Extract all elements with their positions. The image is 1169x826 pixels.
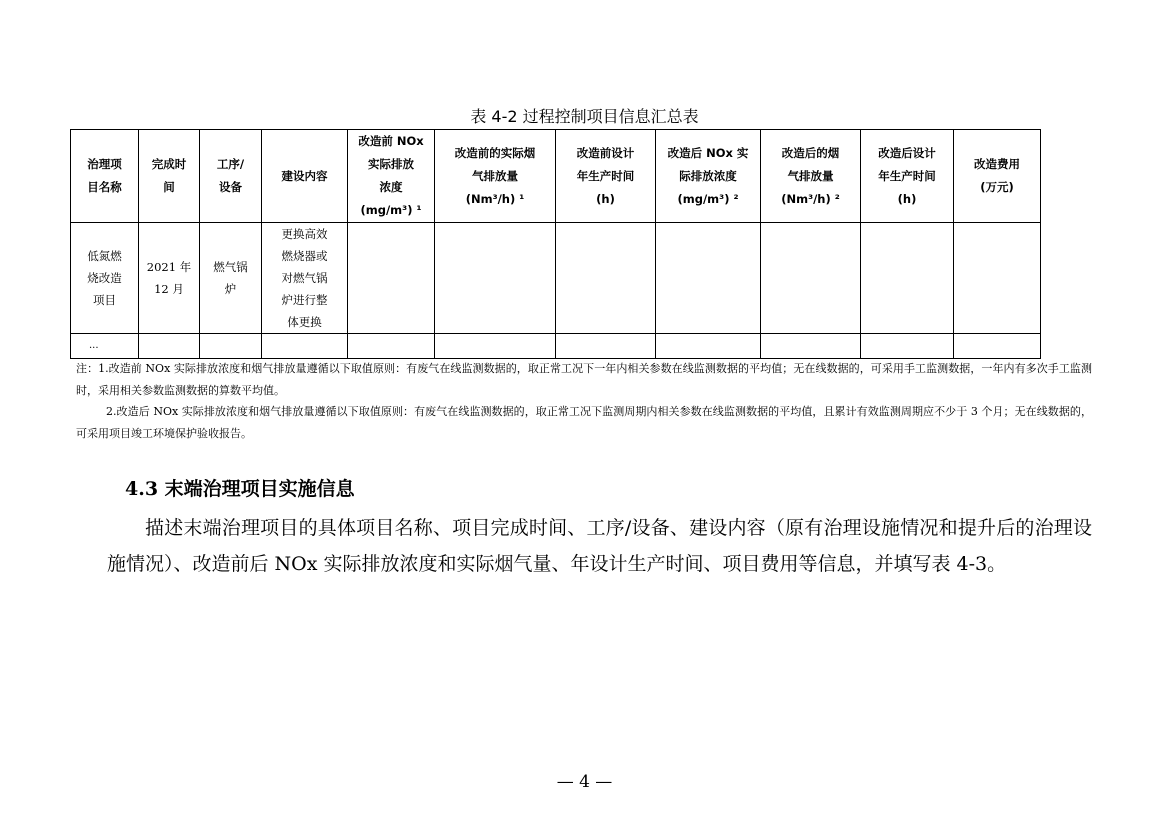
section-paragraph: 描述末端治理项目的具体项目名称、项目完成时间、工序/设备、建设内容（原有治理设施情况和提升后的治理设施情况）、改造前后 NOx 实际排放浓度和实际烟气量、年设计生产时间、项目费用等信息，并填写表 4-3。 bbox=[107, 517, 1092, 575]
header-cell: 治理项 目名称 bbox=[71, 130, 139, 223]
table-cell: 低氮燃 烧改造 项目 bbox=[71, 223, 139, 334]
table-row-ellipsis bbox=[71, 334, 1041, 359]
header-cell: 建设内容 bbox=[262, 130, 348, 223]
table-cell bbox=[861, 223, 954, 334]
header-cell: 完成时 间 bbox=[139, 130, 200, 223]
table-cell bbox=[954, 334, 1041, 359]
table-cell bbox=[656, 334, 761, 359]
table-cell: 燃气锅 炉 bbox=[200, 223, 262, 334]
project-info-table bbox=[70, 129, 1041, 359]
page-number: — 4 — bbox=[556, 772, 613, 792]
table-cell bbox=[556, 334, 656, 359]
table-cell bbox=[761, 223, 861, 334]
table-row bbox=[71, 223, 1041, 334]
table-caption: 表 4-2 过程控制项目信息汇总表 bbox=[470, 107, 699, 126]
header-cell: 改造前设计 年生产时间 (h) bbox=[556, 130, 656, 223]
table-cell bbox=[861, 334, 954, 359]
table-cell bbox=[656, 223, 761, 334]
header-cell: 改造后的烟 气排放量 (Nm³/h) ² bbox=[761, 130, 861, 223]
table-cell bbox=[435, 334, 556, 359]
table-notes bbox=[76, 358, 1092, 444]
header-cell: 改造后设计 年生产时间 (h) bbox=[861, 130, 954, 223]
table-header-row bbox=[71, 130, 1041, 223]
table-cell: 2021 年 12 月 bbox=[139, 223, 200, 334]
header-cell: 改造前的实际烟 气排放量 (Nm³/h) ¹ bbox=[435, 130, 556, 223]
note-1: 注：1.改造前 NOx 实际排放浓度和烟气排放量遵循以下取值原则：有废气在线监测数据的，取正常工况下一年内相关参数在线监测数据的平均值；无在线数据的，可采用手工监测数据，一年内有多次手工监测时，采用相关参数监测数据的算数平均值。 bbox=[76, 362, 1092, 397]
table-cell bbox=[262, 334, 348, 359]
table-cell bbox=[139, 334, 200, 359]
header-cell: 工序/ 设备 bbox=[200, 130, 262, 223]
table-cell bbox=[348, 334, 435, 359]
note-2: 2.改造后 NOx 实际排放浓度和烟气排放量遵循以下取值原则：有废气在线监测数据的，取正常工况下监测周期内相关参数在线监测数据的平均值，且累计有效监测周期应不少于 3 个月；无在线数据的，可采用项目竣工环境保护验收报告。 bbox=[76, 405, 1092, 440]
table-cell bbox=[954, 223, 1041, 334]
table-cell bbox=[556, 223, 656, 334]
header-cell: 改造前 NOx 实际排放 浓度 (mg/m³) ¹ bbox=[348, 130, 435, 223]
table-cell bbox=[200, 334, 262, 359]
table-cell bbox=[761, 334, 861, 359]
header-cell: 改造后 NOx 实 际排放浓度 (mg/m³) ² bbox=[656, 130, 761, 223]
section-heading: 4.3 末端治理项目实施信息 bbox=[125, 478, 355, 500]
ellipsis-cell: ... bbox=[71, 334, 139, 359]
table-cell: 更换高效 燃烧器或 对燃气锅 炉进行整 体更换 bbox=[262, 223, 348, 334]
table-cell bbox=[435, 223, 556, 334]
table-cell bbox=[348, 223, 435, 334]
header-cell: 改造费用 (万元) bbox=[954, 130, 1041, 223]
